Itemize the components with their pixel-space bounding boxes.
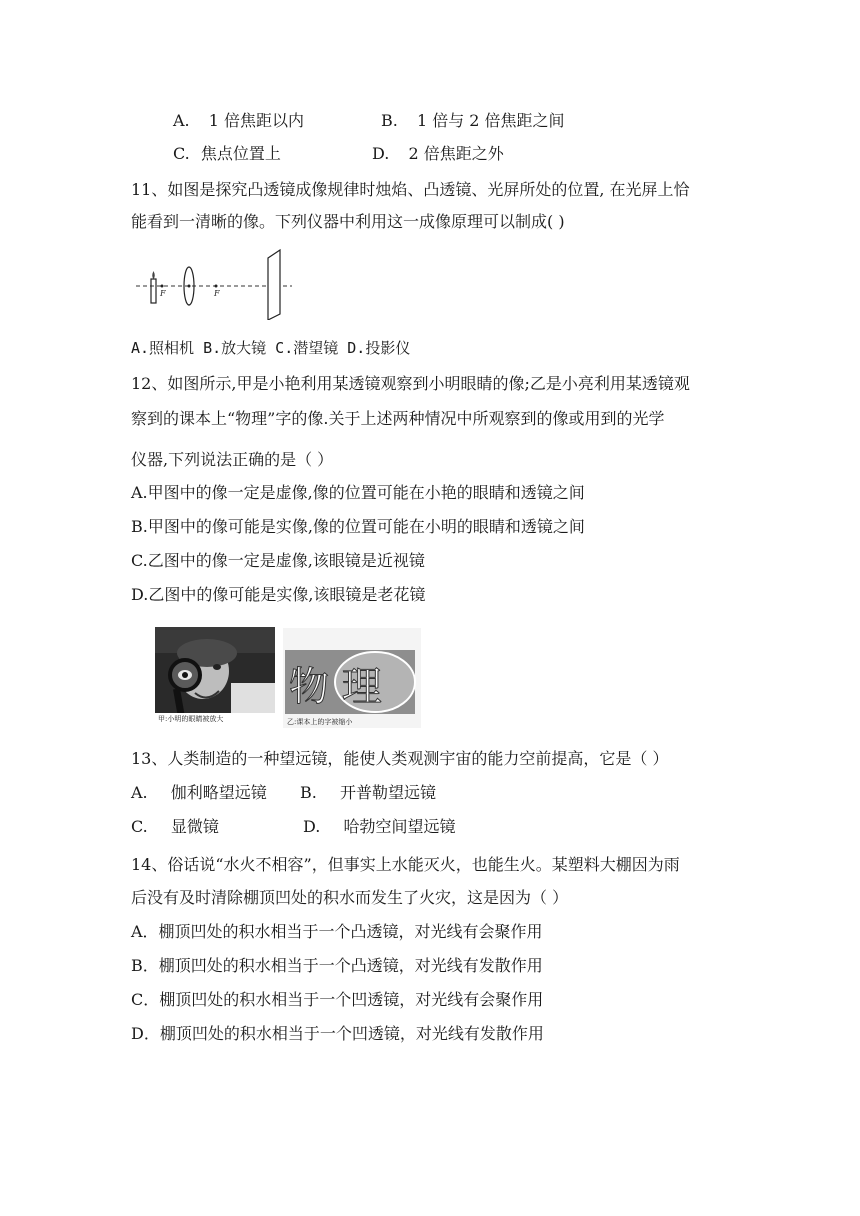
q10-option-c-text: 焦点位置上 xyxy=(200,144,281,163)
q14-stem-line1: 14、俗话说“水火不相容”，但事实上水能灭火，也能生火。某塑料大棚因为雨 xyxy=(131,855,680,874)
candle xyxy=(151,279,156,303)
q10-option-d xyxy=(372,144,504,164)
q10-option-a xyxy=(173,111,304,131)
q12-option-d: D.乙图中的像可能是实像,该眼镜是老花镜 xyxy=(131,585,426,604)
q13-option-b xyxy=(300,783,436,803)
q12-stem-line1: 12、如图所示,甲是小艳利用某透镜观察到小明眼睛的像;乙是小亮利用某透镜观 xyxy=(131,374,690,393)
q12-option-b: B.甲图中的像可能是实像,像的位置可能在小明的眼睛和透镜之间 xyxy=(131,517,585,536)
candle-flame xyxy=(152,271,155,279)
q13-option-a-letter: A. xyxy=(131,783,148,802)
q14-option-a: A．棚顶凹处的积水相当于一个凸透镜，对光线有会聚作用 xyxy=(131,922,543,941)
q12-stem-line2: 察到的课本上“物理”字的像.关于上述两种情况中所观察到的像或用到的光学 xyxy=(131,409,665,428)
q12-option-a: A.甲图中的像一定是虚像,像的位置可能在小艳的眼睛和透镜之间 xyxy=(131,483,585,502)
q11-stem-line1: 11、如图是探究凸透镜成像规律时烛焰、凸透镜、光屏所处的位置, 在光屏上恰 xyxy=(131,180,690,199)
q13-option-d xyxy=(303,817,455,837)
q13-option-a xyxy=(131,783,267,803)
q10-option-b xyxy=(381,111,565,131)
q14-option-c: C．棚顶凹处的积水相当于一个凹透镜，对光线有会聚作用 xyxy=(131,990,544,1009)
q13-option-b-text: 开普勒望远镜 xyxy=(339,783,436,802)
q10-option-c xyxy=(173,144,281,164)
q13-stem: 13、人类制造的一种望远镜，能使人类观测宇宙的能力空前提高，它是（ ） xyxy=(131,749,669,768)
q14-stem-line2: 后没有及时清除棚顶凹处的积水而发生了火灾，这是因为（ ） xyxy=(131,888,569,907)
focal-point-left xyxy=(161,285,164,288)
q12-option-c: C.乙图中的像一定是虚像,该眼镜是近视镜 xyxy=(131,551,425,570)
figure-big-text: 物 理 xyxy=(289,664,382,710)
book-text-photo xyxy=(283,628,421,728)
q13-option-d-letter: D. xyxy=(303,817,321,836)
lens-setup-diagram xyxy=(134,246,294,320)
magnified-eye-photo xyxy=(155,627,275,723)
photo-b-caption: 乙:课本上的字被缩小 xyxy=(287,718,353,726)
q11-options: A.照相机 B.放大镜 C.潜望镜 D.投影仪 xyxy=(131,339,411,357)
q10-option-a-letter: A. xyxy=(173,111,190,130)
q12-stem-line3: 仪器,下列说法正确的是（ ） xyxy=(131,450,334,469)
focal-label-left: F xyxy=(160,289,166,298)
q14-option-b: B．棚顶凹处的积水相当于一个凸透镜，对光线有发散作用 xyxy=(131,956,543,975)
q10-option-a-text: 1 倍焦距以内 xyxy=(208,111,305,130)
q14-option-d: D．棚顶凹处的积水相当于一个凹透镜，对光线有发散作用 xyxy=(131,1024,544,1043)
q13-option-d-text: 哈勃空间望远镜 xyxy=(343,817,456,836)
q10-option-b-letter: B. xyxy=(381,111,398,130)
q10-option-d-text: 2 倍焦距之外 xyxy=(408,144,504,163)
q13-option-a-text: 伽利略望远镜 xyxy=(170,783,267,802)
q10-option-d-letter: D. xyxy=(372,144,390,163)
q10-option-b-text: 1 倍与 2 倍焦距之间 xyxy=(416,111,565,130)
q13-option-c xyxy=(131,817,219,837)
lens-center xyxy=(188,285,191,288)
photo-a-caption: 甲:小明的眼睛被放大 xyxy=(158,715,224,723)
q11-stem-line2: 能看到一清晰的像。下列仪器中利用这一成像原理可以制成( ) xyxy=(131,212,565,231)
focal-point-right xyxy=(215,285,218,288)
q13-option-c-text: 显微镜 xyxy=(170,817,219,836)
q10-option-c-letter: C. xyxy=(173,144,190,163)
focal-label-right: F xyxy=(214,289,220,298)
light-screen xyxy=(268,250,280,320)
q13-option-b-letter: B. xyxy=(300,783,317,802)
q13-option-c-letter: C. xyxy=(131,817,148,836)
